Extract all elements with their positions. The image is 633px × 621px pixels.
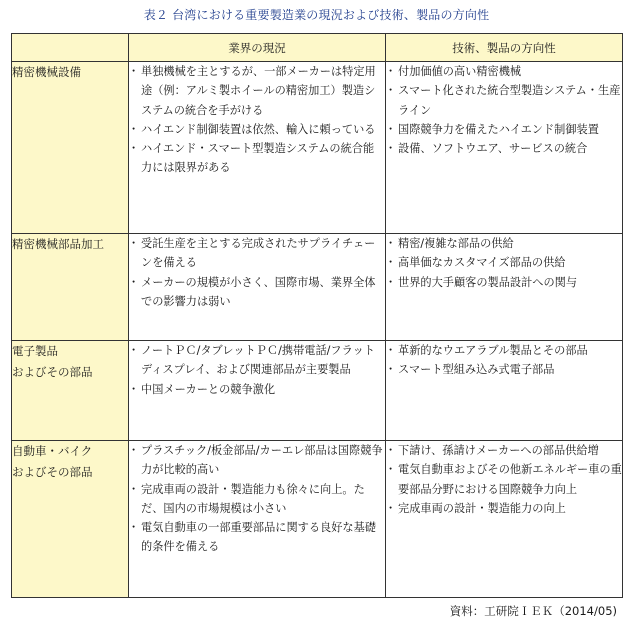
list-item: ・ 完成車両の設計・製造能力も徐々に向上。ただ、国内の市場規模は小さい [129, 480, 385, 519]
list-item: ・ 完成車両の設計・製造能力の向上 [386, 499, 622, 518]
list-item: ・ 付加価値の高い精密機械 [386, 62, 622, 81]
header-row [12, 34, 623, 62]
list-item: ・ 国際競争力を備えたハイエンド制御装置 [386, 120, 622, 139]
list-item: ・ プラスチック/板金部品/カーエレ部品は国際競争力が比較的高い [129, 441, 385, 480]
current-status-cell [129, 234, 386, 341]
list-item: ・ 高単価なカスタマイズ部品の供給 [386, 253, 622, 272]
list-item: ・ ハイエンド制御装置は依然、輸入に頼っている [129, 120, 385, 139]
current-status-cell [129, 62, 386, 234]
list-item: ・ 電気自動車の一部重要部品に関する良好な基礎的条件を備える [129, 518, 385, 557]
list-item: ・ 電気自動車およびその他新エネルギー車の重要部品分野における国際競争力向上 [386, 460, 622, 499]
direction-cell [386, 441, 623, 598]
header-direction: 技術、製品の方向性 [386, 34, 623, 62]
row-label [12, 62, 129, 234]
list-item: ・ 革新的なウエアラブル製品とその部品 [386, 341, 622, 360]
list-item: ・ ノートＰＣ/タブレットＰＣ/携帯電話/フラットディスプレイ、および関連部品が主要製品 [129, 341, 385, 380]
source-note: 資料：工研院ＩＥＫ（2014/05) [449, 604, 617, 618]
table-row [12, 441, 623, 598]
row-label [12, 441, 129, 598]
table-row [12, 234, 623, 341]
list-item: ・ メーカーの規模が小さく、国際市場、業界全体での影響力は弱い [129, 273, 385, 312]
industry-table [11, 33, 623, 598]
list-item: ・ スマート化された統合型製造システム・生産ライン [386, 81, 622, 120]
list-item: ・ 下請け、孫請けメーカーへの部品供給増 [386, 441, 622, 460]
row-label-line: およびその部品 [12, 365, 93, 379]
direction-cell [386, 62, 623, 234]
header-current-status: 業界の現況 [129, 34, 386, 62]
list-item: ・ 単独機械を主とするが、一部メーカーは特定用途（例：アルミ製ホイールの精密加工）製造システムの統合を手がける [129, 62, 385, 120]
direction-cell [386, 341, 623, 441]
row-label-line: 電子製品 [12, 344, 58, 358]
list-item: ・ スマート型組み込み式電子部品 [386, 360, 622, 379]
table-caption: 表２ 台湾における重要製造業の現況および技術、製品の方向性 [143, 8, 490, 22]
direction-cell [386, 234, 623, 341]
current-status-cell [129, 341, 386, 441]
current-status-cell [129, 441, 386, 598]
list-item: ・ ハイエンド・スマート型製造システムの統合能力には限界がある [129, 139, 385, 178]
row-label-text: 精密機械設備 [12, 65, 81, 79]
row-label-line: およびその部品 [12, 465, 93, 479]
row-label [12, 341, 129, 441]
list-item: ・ 精密/複雑な部品の供給 [386, 234, 622, 253]
list-item: ・ 世界的大手顧客の製品設計への関与 [386, 273, 622, 292]
list-item: ・ 設備、ソフトウエア、サービスの統合 [386, 139, 622, 158]
list-item: ・ 受託生産を主とする完成されたサプライチェーンを備える [129, 234, 385, 273]
header-category [12, 34, 129, 62]
row-label-text: 精密機械部品加工 [12, 237, 104, 251]
table-row [12, 62, 623, 234]
row-label-line: 自動車・バイク [12, 444, 93, 458]
table-row [12, 341, 623, 441]
list-item: ・ 中国メーカーとの競争激化 [129, 380, 385, 399]
row-label [12, 234, 129, 341]
